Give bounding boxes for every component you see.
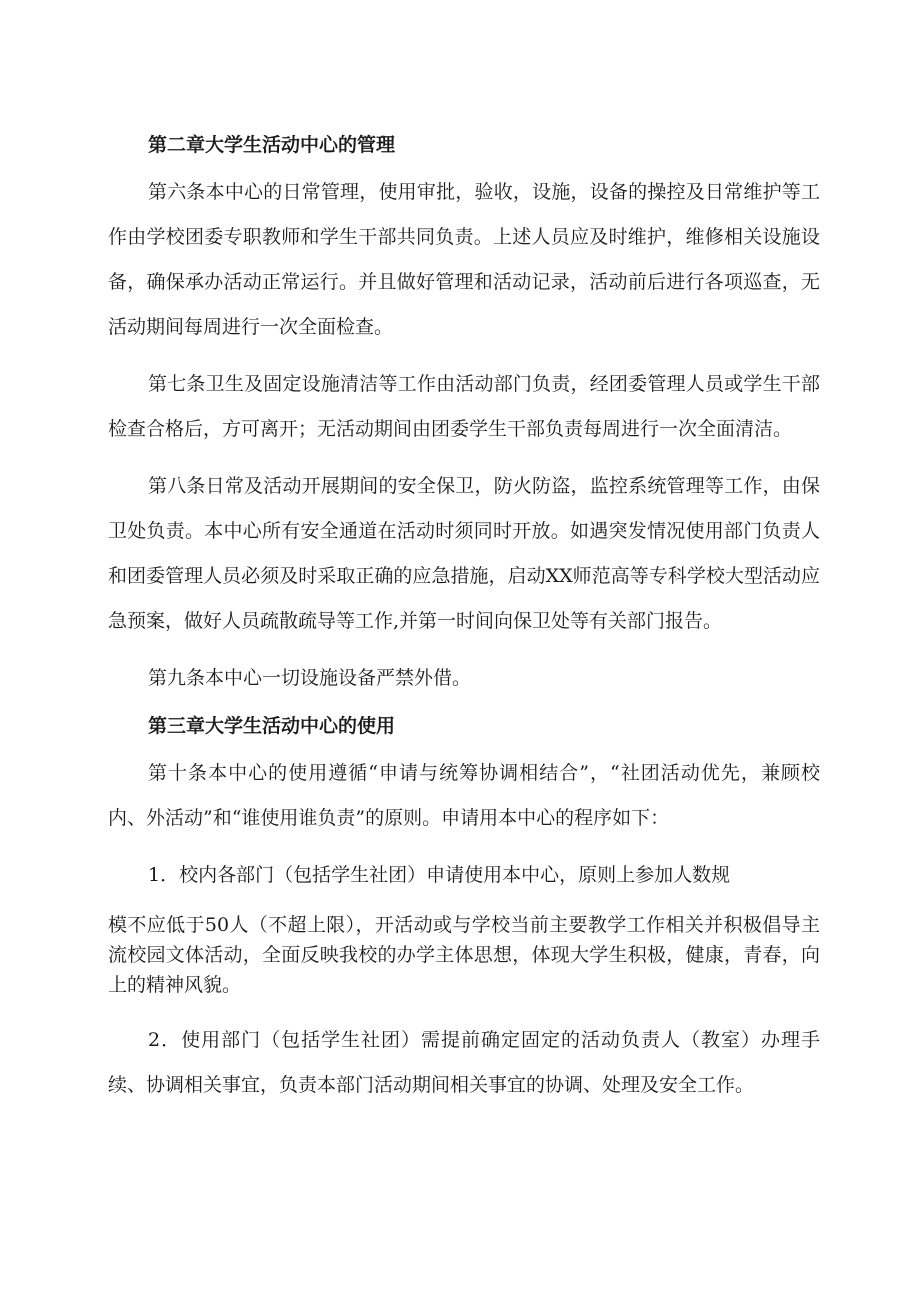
chapter-2-heading: 第二章大学生活动中心的管理	[148, 134, 396, 156]
document-page	[108, 128, 820, 1108]
item-1-first-line: 1．校内各部门（包括学生社团）申请使用本中心，原则上参加人数规	[148, 864, 731, 886]
article-10: 第十条本中心的使用遵循“申请与统筹协调相结合”，“社团活动优先，兼顾校内、外活动”和“谁使用谁负责”的原则。申请用本中心的程序如下：	[108, 762, 820, 829]
chapter-3-heading: 第三章大学生活动中心的使用	[148, 715, 396, 737]
item-2: 2．使用部门（包括学生社团）需提前确定固定的活动负责人（教室）办理手续、协调相关事宜，负责本部门活动期间相关事宜的协调、处理及安全工作。	[108, 1029, 820, 1096]
item-1-continuation: 模不应低于50人（不超上限），开活动或与学校当前主要教学工作相关并积极倡导主流校园文体活动，全面反映我校的办学主体思想，体现大学生积极，健康，青春，向上的精神风貌。	[108, 914, 820, 996]
article-7: 第七条卫生及固定设施清洁等工作由活动部门负责，经团委管理人员或学生干部检查合格后，方可离开；无活动期间由团委学生干部负责每周进行一次全面清洁。	[108, 373, 820, 440]
article-8: 第八条日常及活动开展期间的安全保卫，防火防盗，监控系统管理等工作，由保卫处负责。本中心所有安全通道在活动时须同时开放。如遇突发情况使用部门负责人和团委管理人员必须及时采取正确的应急措施，启动XX师范高等专科学校大型活动应急预案，做好人员疏散疏导等工作,并第一时间向保卫处等有关部门报告。	[108, 475, 820, 632]
article-6: 第六条本中心的日常管理，使用审批，验收，设施，设备的操控及日常维护等工作由学校团委专职教师和学生干部共同负责。上述人员应及时维护，维修相关设施设备，确保承办活动正常运行。并且做好管理和活动记录，活动前后进行各项巡查，无活动期间每周进行一次全面检查。	[108, 181, 820, 338]
article-9: 第九条本中心一切设施设备严禁外借。	[148, 667, 472, 689]
